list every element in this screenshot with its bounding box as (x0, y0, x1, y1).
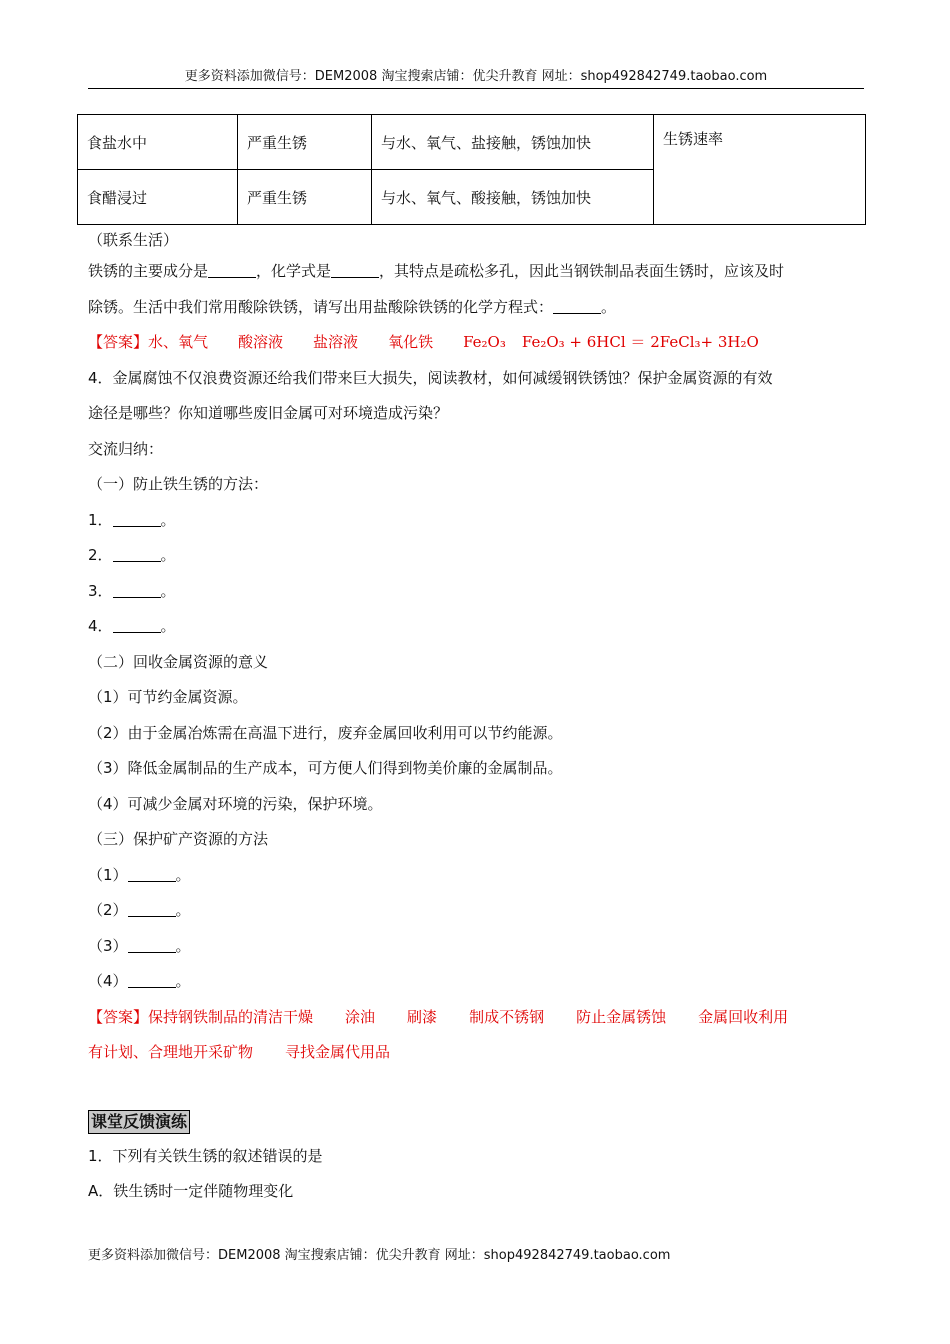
answer-1: 【答案】水、氧气 酸溶液 盐溶液 氧化铁 Fe₂O₃ Fe₂O₃ + 6HCl ＝ 2FeCl₃+ 3H₂O (88, 333, 759, 351)
blank[interactable] (113, 579, 161, 598)
list-item: （2） 。 (88, 893, 864, 929)
page-header: 更多资料添加微信号：DEM2008 淘宝搜索店铺：优尖升教育 网址：shop492842749.taobao.com (88, 68, 864, 89)
life-paragraph-1: 铁锈的主要成分是 ，化学式是 ，其特点是疏松多孔，因此当钢铁制品表面生锈时，应该及时 (88, 254, 864, 290)
recycle-title: （二）回收金属资源的意义 (88, 652, 269, 671)
table-cell: 与水、氧气、酸接触，锈蚀加快 (372, 170, 654, 225)
list-item: 3． 。 (88, 574, 864, 610)
question-4-line-2: 途径是哪些？你知道哪些废旧金属可对环境造成污染？ (88, 404, 449, 422)
blank[interactable] (128, 898, 176, 917)
blank[interactable] (553, 295, 601, 314)
table-cell: 食醋浸过 (78, 170, 238, 225)
blank[interactable] (113, 614, 161, 633)
list-item: 4． 。 (88, 609, 864, 645)
blank[interactable] (128, 863, 176, 882)
section-title-feedback: 课堂反馈演练 (88, 1110, 190, 1134)
summary-label: 交流归纳： (88, 439, 164, 458)
life-paragraph-2: 除锈。生活中我们常用酸除铁锈，请写出用盐酸除铁锈的化学方程式： 。 (88, 290, 864, 326)
blank[interactable] (128, 969, 176, 988)
prevent-title: （一）防止铁生锈的方法： (88, 475, 269, 493)
blank[interactable] (113, 543, 161, 562)
list-item: 2． 。 (88, 538, 864, 574)
answer-2-line-1: 【答案】保持钢铁制品的清洁干燥 涂油 刷漆 制成不锈钢 防止金属锈蚀 金属回收利用 (88, 1007, 789, 1026)
rust-conditions-table (77, 114, 866, 225)
table-cell: 食盐水中 (78, 115, 238, 170)
blank[interactable] (208, 259, 256, 278)
list-item: （3） 。 (88, 929, 864, 965)
question-4-line-1: 4．金属腐蚀不仅浪费资源还给我们带来巨大损失，阅读教材，如何减缓钢铁锈蚀？保护金属资源的有效 (88, 368, 773, 387)
life-title: （联系生活） (88, 231, 179, 249)
list-item: （1）可节约金属资源。 (88, 688, 248, 706)
answer-label: 【答案】 (88, 333, 149, 351)
table-cell: 严重生锈 (238, 170, 372, 225)
protect-title: （三）保护矿产资源的方法 (88, 830, 269, 848)
document-body (88, 226, 864, 1210)
feedback-question-1: 1．下列有关铁生锈的叙述错误的是 (88, 1146, 323, 1165)
list-item: （4）可减少金属对环境的污染，保护环境。 (88, 794, 383, 813)
feedback-option-a: A．铁生锈时一定伴随物理变化 (88, 1182, 294, 1200)
list-item: （1） 。 (88, 858, 864, 894)
list-item: （3）降低金属制品的生产成本，可方便人们得到物美价廉的金属制品。 (88, 759, 563, 777)
table-row (78, 115, 866, 170)
blank[interactable] (331, 259, 379, 278)
page-footer: 更多资料添加微信号：DEM2008 淘宝搜索店铺：优尖升教育 网址：shop492842749.taobao.com (88, 1248, 671, 1263)
list-item: （4） 。 (88, 964, 864, 1000)
list-item: 1． 。 (88, 503, 864, 539)
answer-2-line-2: 有计划、合理地开采矿物 寻找金属代用品 (88, 1043, 391, 1061)
blank[interactable] (113, 508, 161, 527)
table-cell: 严重生锈 (238, 115, 372, 170)
rate-cell: 生锈速率 (654, 115, 866, 225)
list-item: （2）由于金属冶炼需在高温下进行，废弃金属回收利用可以节约能源。 (88, 723, 563, 742)
answer-label: 【答案】 (88, 1007, 149, 1026)
table-cell: 与水、氧气、盐接触，锈蚀加快 (372, 115, 654, 170)
blank[interactable] (128, 934, 176, 953)
